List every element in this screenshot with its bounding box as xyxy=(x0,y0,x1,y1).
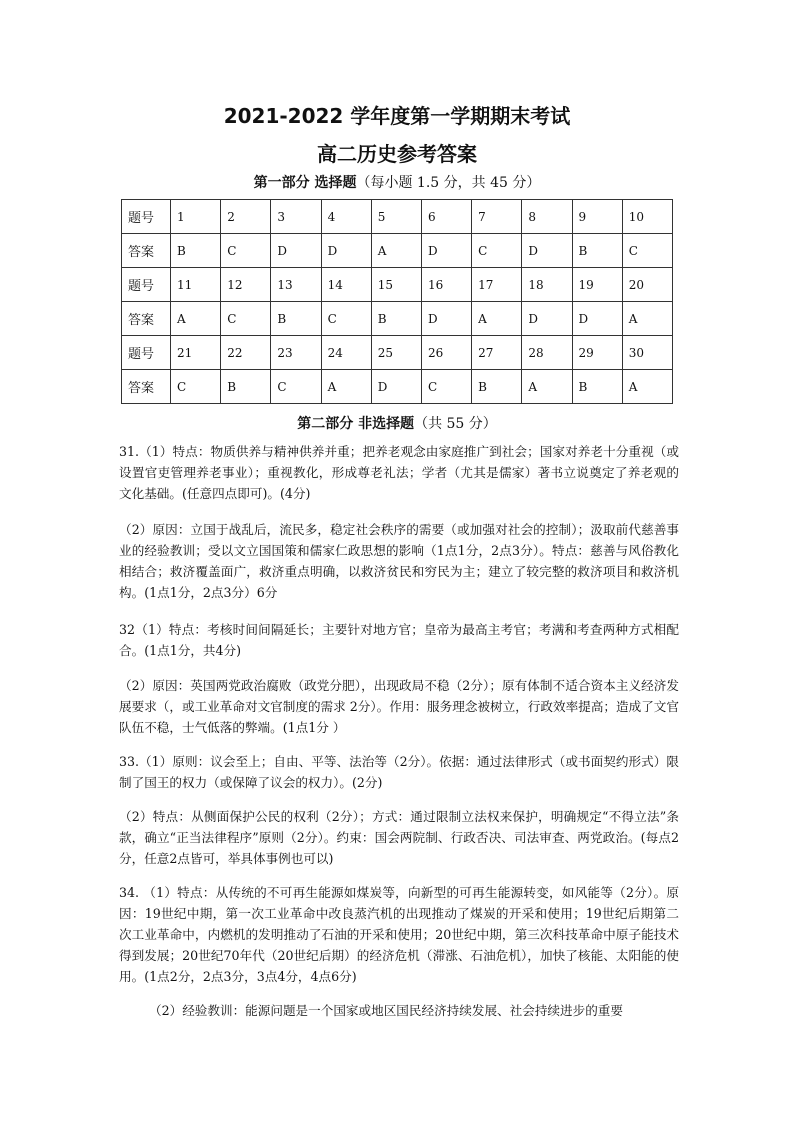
question-number-cell: 21 xyxy=(171,336,221,370)
question-number-cell: 14 xyxy=(321,268,371,302)
answer-cell: D xyxy=(271,234,321,268)
q31-part2-answer: （2）原因：立国于战乱后，流民多，稳定社会秩序的需要（或加强对社会的控制）；汲取前代慈善事业的经验教训；受以文立国国策和儒家仁政思想的影响（1点1分，2点3分）。特点：慈善与风俗教化相结合；救济覆盖面广，救济重点明确，以救济贫民和穷民为主；建立了较完整的救济项目和救济机构。(1点1分，2点3分）6分 xyxy=(119,522,679,600)
question-number-cell: 27 xyxy=(472,336,522,370)
answer-cell: C xyxy=(221,302,271,336)
question-number-cell: 19 xyxy=(572,268,622,302)
part2-heading-label: 第二部分 非选择题 xyxy=(297,416,415,432)
part2-heading xyxy=(0,413,794,433)
exam-title: 2021-2022 学年度第一学期期末考试 xyxy=(223,104,571,128)
question-number-cell: 26 xyxy=(421,336,471,370)
question-number-cell: 1 xyxy=(171,200,221,234)
answer-cell: A xyxy=(472,302,522,336)
question-number-cell: 9 xyxy=(572,200,622,234)
answer-cell: C xyxy=(321,302,371,336)
part1-heading-label: 第一部分 选择题 xyxy=(253,175,357,191)
question-number-cell: 29 xyxy=(572,336,622,370)
row-label: 答案 xyxy=(122,302,171,336)
question-number-row xyxy=(122,200,673,234)
question-number-row xyxy=(122,268,673,302)
question-number-cell: 25 xyxy=(371,336,421,370)
question-number-cell: 23 xyxy=(271,336,321,370)
multiple-choice-answer-table xyxy=(121,199,673,404)
answer-cell: B xyxy=(572,370,622,404)
answer-cell: D xyxy=(522,302,572,336)
q33-part2-answer: （2）特点：从侧面保护公民的权利（2分）；方式：通过限制立法权来保护，明确规定“不得立法”条款，确立“正当法律程序”原则（2分）。约束：国会两院制、行政否决、司法审查、两党政治。(每点2分，任意2点皆可，举具体事例也可以) xyxy=(119,809,679,866)
row-label: 答案 xyxy=(122,370,171,404)
q31-part1-answer: 31.（1）特点：物质供养与精神供养并重；把养老观念由家庭推广到社会；国家对养老十分重视（或设置官吏管理养老事业）；重视教化，形成尊老礼法；学者（尤其是儒家）著书立说奠定了养老观的文化基础。(任意四点即可)。(4分) xyxy=(119,444,679,501)
answer-cell: A xyxy=(171,302,221,336)
q34-part1-answer: 34. （1）特点：从传统的不可再生能源如煤炭等，向新型的可再生能源转变，如风能等（2分）。原因：19世纪中期，第一次工业革命中改良蒸汽机的出现推动了煤炭的开采和使用；19世纪后期第二次工业革命中，内燃机的发明推动了石油的开采和使用；20世纪中期，第三次科技革命中原子能技术得到发展；20世纪70年代（20世纪后期）的经济危机（滞涨、石油危机），加快了核能、太阳能的使用。(1点2分，2点3分，3点4分，4点6分) xyxy=(119,885,679,984)
question-number-cell: 15 xyxy=(371,268,421,302)
question-number-cell: 5 xyxy=(371,200,421,234)
answer-cell: C xyxy=(221,234,271,268)
q32-part2-answer: （2）原因：英国两党政治腐败（政党分肥），出现政局不稳（2分）；原有体制不适合资本主义经济发展要求（，或工业革命对文官制度的需求 2分）。作用：服务理念被树立，行政效率提高；造成了文官队伍不稳，士气低落的弊端。(1点1分 ） xyxy=(119,678,679,735)
answer-cell: A xyxy=(522,370,572,404)
question-number-cell: 28 xyxy=(522,336,572,370)
answer-cell: A xyxy=(622,302,672,336)
question-number-cell: 10 xyxy=(622,200,672,234)
answer-key-title: 高二历史参考答案 xyxy=(317,142,477,166)
question-number-cell: 18 xyxy=(522,268,572,302)
answer-row xyxy=(122,370,673,404)
answer-cell: D xyxy=(321,234,371,268)
answer-cell: D xyxy=(421,234,471,268)
question-number-cell: 16 xyxy=(421,268,471,302)
answer-cell: A xyxy=(321,370,371,404)
answer-cell: A xyxy=(622,370,672,404)
answer-cell: A xyxy=(371,234,421,268)
q32-part1-answer: 32（1）特点：考核时间间隔延长；主要针对地方官；皇帝为最高主考官；考满和考查两种方式相配合。(1点1分，共4分) xyxy=(119,622,679,658)
answer-row xyxy=(122,302,673,336)
question-number-cell: 8 xyxy=(522,200,572,234)
answer-cell: D xyxy=(371,370,421,404)
row-label: 题号 xyxy=(122,268,171,302)
answer-cell: C xyxy=(622,234,672,268)
answer-cell: C xyxy=(472,234,522,268)
part1-heading-note: （每小题 1.5 分，共 45 分） xyxy=(356,175,541,191)
answer-cell: D xyxy=(522,234,572,268)
answer-cell: B xyxy=(371,302,421,336)
question-number-cell: 11 xyxy=(171,268,221,302)
answer-cell: B xyxy=(271,302,321,336)
question-number-cell: 22 xyxy=(221,336,271,370)
question-number-cell: 30 xyxy=(622,336,672,370)
row-label: 题号 xyxy=(122,200,171,234)
answer-cell: C xyxy=(271,370,321,404)
question-number-row xyxy=(122,336,673,370)
part1-heading xyxy=(0,172,794,192)
row-label: 答案 xyxy=(122,234,171,268)
answer-cell: B xyxy=(472,370,522,404)
q34-part2-answer: （2）经验教训：能源问题是一个国家或地区国民经济持续发展、社会持续进步的重要 xyxy=(149,1003,623,1018)
q33-part1-answer: 33.（1）原则：议会至上；自由、平等、法治等（2分）。依据：通过法律形式（或书面契约形式）限制了国王的权力（或保障了议会的权力）。(2分) xyxy=(119,754,679,790)
question-number-cell: 7 xyxy=(472,200,522,234)
question-number-cell: 3 xyxy=(271,200,321,234)
answer-cell: D xyxy=(421,302,471,336)
answer-cell: B xyxy=(572,234,622,268)
row-label: 题号 xyxy=(122,336,171,370)
answer-cell: B xyxy=(221,370,271,404)
question-number-cell: 20 xyxy=(622,268,672,302)
question-number-cell: 2 xyxy=(221,200,271,234)
question-number-cell: 17 xyxy=(472,268,522,302)
question-number-cell: 4 xyxy=(321,200,371,234)
question-number-cell: 13 xyxy=(271,268,321,302)
answer-cell: D xyxy=(572,302,622,336)
question-number-cell: 12 xyxy=(221,268,271,302)
answer-cell: C xyxy=(421,370,471,404)
answer-cell: B xyxy=(171,234,221,268)
part2-heading-note: （共 55 分） xyxy=(414,416,497,432)
answer-row xyxy=(122,234,673,268)
question-number-cell: 24 xyxy=(321,336,371,370)
answer-cell: C xyxy=(171,370,221,404)
question-number-cell: 6 xyxy=(421,200,471,234)
